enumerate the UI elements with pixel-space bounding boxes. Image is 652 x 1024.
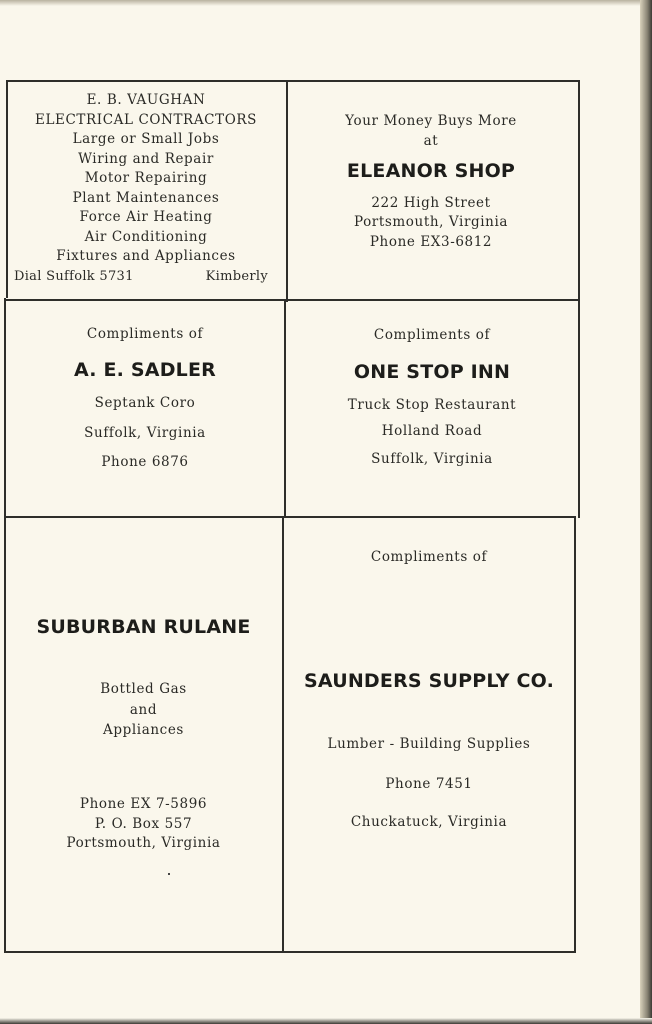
ad-vaughan — [8, 91, 284, 286]
suburban-desc-line: Bottled Gas — [100, 680, 187, 697]
eleanor-at: at — [423, 132, 439, 149]
vaughan-line: Wiring and Repair — [78, 150, 214, 167]
eleanor-address: 222 High Street — [371, 194, 491, 211]
suburban-contact-line: Portsmouth, Virginia — [66, 835, 221, 851]
vaughan-phone-row — [8, 267, 284, 287]
sadler-line3: Phone 6876 — [101, 454, 189, 470]
grid-bottom-border — [4, 951, 576, 953]
suburban-name: SUBURBAN RULANE — [36, 616, 251, 638]
saunders-name: SAUNDERS SUPPLY CO. — [304, 669, 554, 692]
one-stop-line1: Truck Stop Restaurant — [347, 397, 517, 413]
page-bottom-edge — [0, 1018, 652, 1024]
eleanor-shop-name: ELEANOR SHOP — [346, 160, 516, 182]
grid-top-border — [7, 80, 580, 82]
grid-right-border-lower — [574, 518, 576, 953]
sadler-name: A. E. SADLER — [74, 358, 216, 381]
sadler-line2: Suffolk, Virginia — [84, 424, 206, 441]
vaughan-phone: Dial Suffolk 5731 — [14, 268, 134, 284]
vaughan-line: Plant Maintenances — [72, 189, 220, 206]
one-stop-line3: Suffolk, Virginia — [371, 451, 493, 467]
ad-one-stop-inn — [286, 326, 578, 470]
suburban-desc-line: and — [129, 702, 158, 718]
one-stop-line2: Holland Road — [381, 422, 483, 439]
sadler-compliments: Compliments of — [86, 326, 204, 342]
page-spine-edge — [640, 0, 652, 1024]
vaughan-line: Force Air Heating — [79, 209, 213, 225]
ad-sadler — [6, 325, 284, 473]
one-stop-compliments: Compliments of — [373, 327, 491, 343]
vaughan-line: Air Conditioning — [84, 228, 208, 245]
saunders-line2: Phone 7451 — [385, 775, 473, 792]
suburban-contact-line: Phone EX 7-5896 — [79, 796, 208, 812]
ad-eleanor-shop — [288, 112, 574, 252]
print-speck — [168, 873, 170, 875]
vaughan-city: Kimberly — [205, 268, 268, 284]
vaughan-line: E. B. VAUGHAN — [86, 92, 206, 108]
eleanor-phone: Phone EX3-6812 — [369, 233, 493, 250]
saunders-line1: Lumber - Building Supplies — [327, 736, 531, 752]
ad-saunders-supply — [284, 548, 574, 833]
vaughan-line: Fixtures and Appliances — [56, 248, 236, 264]
vaughan-line: Large or Small Jobs — [72, 131, 220, 147]
sadler-line1: Septank Coro — [94, 395, 196, 411]
one-stop-name: ONE STOP INN — [353, 360, 511, 383]
ad-suburban-rulane — [5, 618, 282, 854]
suburban-desc-line: Appliances — [103, 721, 184, 738]
eleanor-city: Portsmouth, Virginia — [353, 214, 509, 230]
vaughan-line: Motor Repairing — [84, 170, 208, 186]
eleanor-tagline: Your Money Buys More — [345, 113, 517, 129]
page-top-edge — [0, 0, 640, 6]
saunders-compliments: Compliments of — [370, 549, 488, 565]
grid-row-divider-1 — [6, 299, 580, 301]
saunders-line3: Chuckatuck, Virginia — [350, 814, 508, 830]
grid-row-divider-2 — [5, 516, 576, 518]
vaughan-line: ELECTRICAL CONTRACTORS — [35, 111, 257, 128]
suburban-contact-line: P. O. Box 557 — [94, 815, 193, 832]
